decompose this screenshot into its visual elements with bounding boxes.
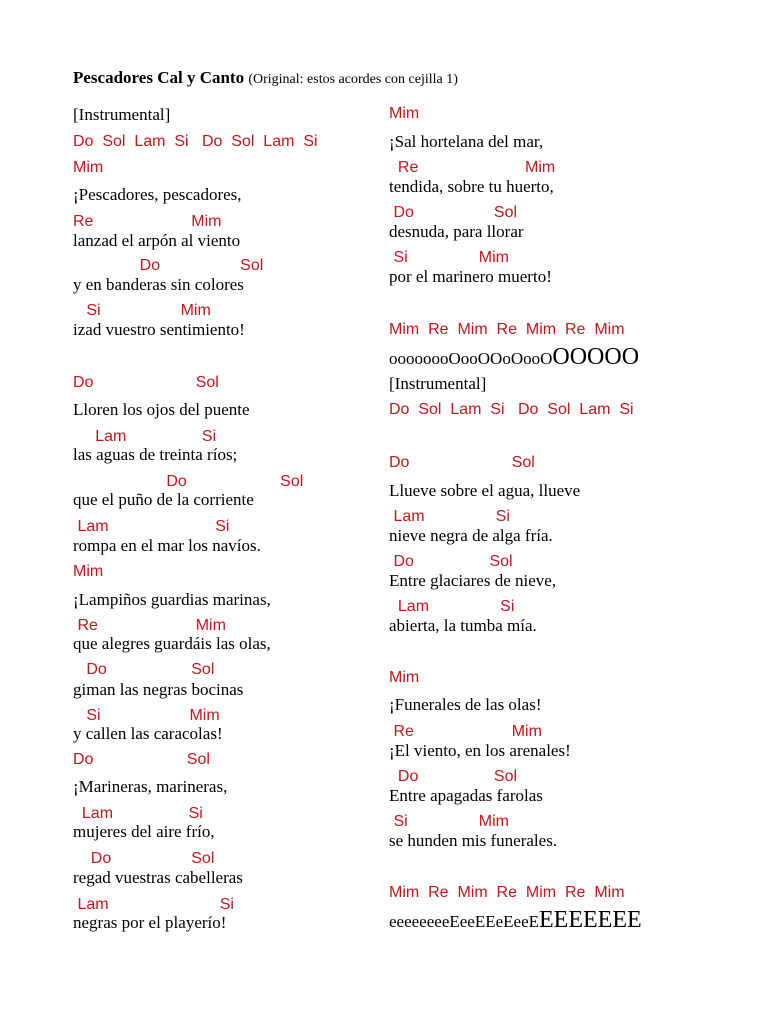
song-title: Pescadores Cal y Canto [73, 68, 245, 87]
lyric-line: mujeres del aire frío, [73, 822, 215, 841]
chord-line: Re Mim [389, 159, 556, 176]
vocalise-small: oooooooOooOOoOooO [389, 349, 553, 368]
lyric-line: Llueve sobre el agua, llueve [389, 481, 581, 500]
chord-line: Mim [389, 105, 420, 122]
section-label: [Instrumental] [73, 105, 171, 124]
lyric-line: se hunden mis funerales. [389, 831, 558, 850]
lyric-line: y en banderas sin colores [73, 275, 244, 294]
chord-line: Do Sol [389, 204, 518, 221]
chord-line: Si Mim [389, 249, 510, 266]
lyric-line: Entre glaciares de nieve, [389, 571, 557, 590]
chord-line: Do Sol [73, 473, 304, 490]
section-label: [Instrumental] [389, 374, 487, 393]
chord-line: Mim Re Mim Re Mim Re Mim [389, 884, 625, 901]
lyric-line: tendida, sobre tu huerto, [389, 177, 554, 196]
chord-line: Re Mim [73, 617, 226, 634]
song-subtitle: (Original: estos acordes con cejilla 1) [248, 72, 458, 87]
chord-line: Do Sol [389, 768, 518, 785]
lyric-line: ¡Funerales de las olas! [389, 695, 542, 714]
chord-line: Do Sol [73, 661, 215, 678]
chord-line: Mim Re Mim Re Mim Re Mim [389, 321, 625, 338]
lyric-line: negras por el playerío! [73, 913, 227, 932]
chord-line: Mim [73, 563, 104, 580]
chord-line: Do Sol [389, 454, 535, 471]
chord-line: Re Mim [389, 723, 542, 740]
chord-line: Do Sol [73, 374, 219, 391]
chord-line: Do Sol [73, 850, 215, 867]
lyric-line: las aguas de treinta ríos; [73, 445, 238, 464]
lyric-line: ¡El viento, en los arenales! [389, 741, 571, 760]
chord-line: Mim [73, 159, 104, 176]
chord-line: Do Sol Lam Si Do Sol Lam Si [389, 401, 634, 418]
lyric-line: abierta, la tumba mía. [389, 616, 537, 635]
chord-line: Lam Si [73, 896, 234, 913]
lyric-line: ¡Sal hortelana del mar, [389, 132, 544, 151]
chord-line: Do Sol [73, 257, 264, 274]
vocalise-large: EEEEEEE [539, 907, 642, 933]
chord-line: Lam Si [73, 518, 230, 535]
chord-line: Mim [389, 669, 420, 686]
lyric-line: que el puño de la corriente [73, 490, 254, 509]
lyric-line: y callen las caracolas! [73, 724, 223, 743]
chord-line: Lam Si [389, 508, 510, 525]
chord-line: Si Mim [73, 707, 220, 724]
vocalise-line [389, 345, 639, 369]
lyric-line: lanzad el arpón al viento [73, 231, 241, 250]
chord-line: Lam Si [389, 598, 515, 615]
lyric-line: ¡Pescadores, pescadores, [73, 185, 242, 204]
page-title [73, 68, 458, 88]
lyric-line: desnuda, para llorar [389, 222, 524, 241]
chord-line: Lam Si [73, 805, 203, 822]
chord-line: Si Mim [389, 813, 510, 830]
lyric-line: regad vuestras cabelleras [73, 868, 243, 887]
vocalise-line [389, 908, 642, 932]
chord-line: Do Sol [389, 553, 513, 570]
chord-line: Do Sol [73, 751, 210, 768]
chord-line: Si Mim [73, 302, 211, 319]
lyric-line: nieve negra de alga fría. [389, 526, 553, 545]
lyric-line: izad vuestro sentimiento! [73, 320, 245, 339]
lyric-line: rompa en el mar los navíos. [73, 536, 261, 555]
chord-line: Lam Si [73, 428, 217, 445]
lyric-line: ¡Lampiños guardias marinas, [73, 590, 271, 609]
vocalise-small: eeeeeeeeEeeEEeEeeE [389, 912, 540, 931]
chord-line: Do Sol Lam Si Do Sol Lam Si [73, 133, 318, 150]
lyric-line: que alegres guardáis las olas, [73, 634, 271, 653]
lyric-line: giman las negras bocinas [73, 680, 244, 699]
lyric-line: Entre apagadas farolas [389, 786, 543, 805]
lyric-line: ¡Marineras, marineras, [73, 777, 228, 796]
vocalise-large: OOOOO [552, 344, 640, 370]
chord-line: Re Mim [73, 213, 222, 230]
lyric-line: Lloren los ojos del puente [73, 400, 250, 419]
lyric-line: por el marinero muerto! [389, 267, 552, 286]
